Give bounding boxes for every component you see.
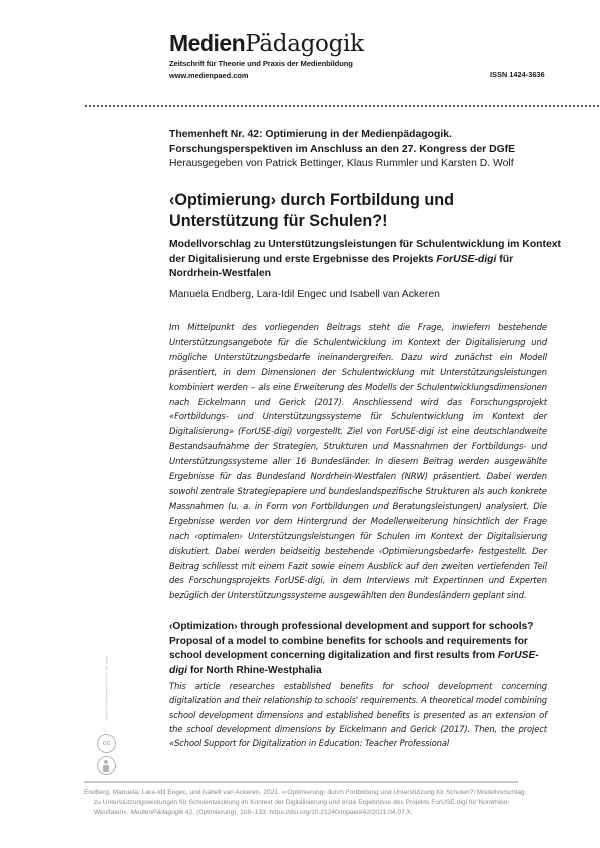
article-title-line1: ‹Optimierung› durch Fortbildung und: [169, 191, 455, 209]
footer-divider: [84, 781, 518, 783]
issue-title-line1: Themenheft Nr. 42: Optimierung in der Medienpädagogik.: [169, 129, 452, 140]
article-title-line2: Unterstützung für Schulen?!: [169, 212, 388, 230]
project-name: ForUSE-digi: [436, 253, 497, 265]
header-divider: [85, 105, 599, 107]
creative-commons-icon: cc: [97, 734, 116, 753]
issue-title-line2: Forschungsperspektiven im Anschluss an den 27. Kongress der DGfE: [169, 143, 516, 155]
logo-serif-part: Pädagogik: [245, 31, 364, 57]
issue-editors: Herausgegeben von Patrick Bettinger, Klaus Rummler und Karsten D. Wolf: [169, 158, 514, 169]
abstract-english: This article researches established benefits for school development concerning digitalization and their relationship to schools' requirements. A theoretical model combining school development dimensions and established benefits is presented as an extension of the school development dimensions by Eickelmann and Gerick (2017). Then, the project «School Support for Digitalization in Education: Teacher Professional: [169, 681, 547, 749]
license-notice: [103, 643, 109, 723]
english-title-text2: for North Rhine-Westphalia: [187, 664, 322, 676]
license-text: Creative Commons Namensnennung 4.0 International: [105, 655, 109, 721]
english-title-text1: ‹Optimization› through professional development and support for schools? Proposal of a model to combine benefits for schools and requirements for school development concerning digitalization and first results from: [169, 621, 534, 661]
citation-journal: MedienPädagogik: [130, 809, 184, 817]
issn-label: ISSN 1424-3636: [490, 70, 545, 79]
citation-text2: 42, (Optimierung), 108–133. https://doi.org/10.21240/mpaed/42/2021.04.07.X.: [183, 809, 413, 817]
journal-url-link[interactable]: www.medienpaed.com: [169, 71, 249, 80]
article-title: [169, 190, 547, 232]
attribution-icon: [97, 756, 116, 775]
issue-info: [169, 128, 547, 172]
logo-bold-part: Medien: [169, 30, 246, 56]
citation: [84, 788, 528, 819]
journal-subtitle: Zeitschrift für Theorie und Praxis der Medienbildung: [169, 59, 353, 68]
article-title-english: [169, 620, 549, 678]
article-subtitle: [169, 238, 564, 282]
article-authors: Manuela Endberg, Lara-Idil Engec und Isabell van Ackeren: [169, 289, 440, 300]
abstract-german: Im Mittelpunkt des vorliegenden Beitrags steht die Frage, inwiefern bestehende Unterstützungsangebote für die Schulentwicklung im Kontext der Digitalisierung und mögliche Unterstützungsbedarfe ineinandergreifen. Dazu wird zunächst ein Modell präsentiert, in dem Dimensionen der Schulentwicklung mit Unterstützungsleistungen kombiniert werden – als eine Erweiterung des Modells der Schulentwicklungsdimensionen nach Eickelmann und Gerick (2017). Anschliessend wird das Forschungsprojekt «Fortbildungs- und Unterstützungssysteme für Schulentwicklung im Kontext der Digitalisierung» (ForUSE-digi) vorgestellt. Ziel von ForUSE-digi ist eine deutschlandweite Bestandsaufnahme der Strategien, Strukturen und Massnahmen der Fortbildungs- und Unterstützungssysteme aller 16 Bundesländer. In diesem Beitrag werden ausgewählte Ergebnisse für das Bundesland Nordrhein-Westfalen (NRW) präsentiert. Dabei werden sowohl zentrale Strategiepapiere und bundeslandspezifische Strukturen als auch konkrete Massnahmen (u. a. in Form von Fortbildungen und Beratungsleistungen) analysiert. Die Ergebnisse werden vor dem Hintergrund der Modellerweiterung hinsichtlich der Frage nach ‹optimalen› Unterstützungsleistungen für Schulen im Kontext der Digitalisierung diskutiert. Dabei werden beidseitig bestehende ‹Optimierungsbedarfe› festgestellt. Der Beitrag schliesst mit einem Fazit sowie einem Ausblick auf den zweiten vertiefenden Teil des Forschungsprojekts ForUSE-digi, in dem Interviews mit Expertinnen und Experten bezüglich der Unterstützungssysteme ausgewählten den Bundesländern geplant sind.: [169, 323, 547, 602]
article-subtitle-text2: für Nordrhein-Westfalen: [169, 253, 514, 279]
journal-masthead: [169, 30, 364, 80]
english-project-name: ForUSE-digi: [169, 650, 539, 676]
citation-text1: Endberg, Manuela, Lara-Idil Engec, und Isabell van Ackeren. 2021. «‹Optimierung› durch Fortbildung und Unterstützung für Schulen?! Modellvorschlag zu Unterstützungsleistungen für Schulentwicklung im Kontext der Digitalisierung und erste Ergebnisse des Projekts ForUSE-digi für Nordrhein-Westfalen».: [84, 789, 525, 817]
journal-logo: [169, 30, 364, 57]
article-subtitle-text1: Modellvorschlag zu Unterstützungsleistungen für Schulentwicklung im Kontext der Digitalisierung und erste Ergebnisse des Projekts: [169, 239, 561, 265]
